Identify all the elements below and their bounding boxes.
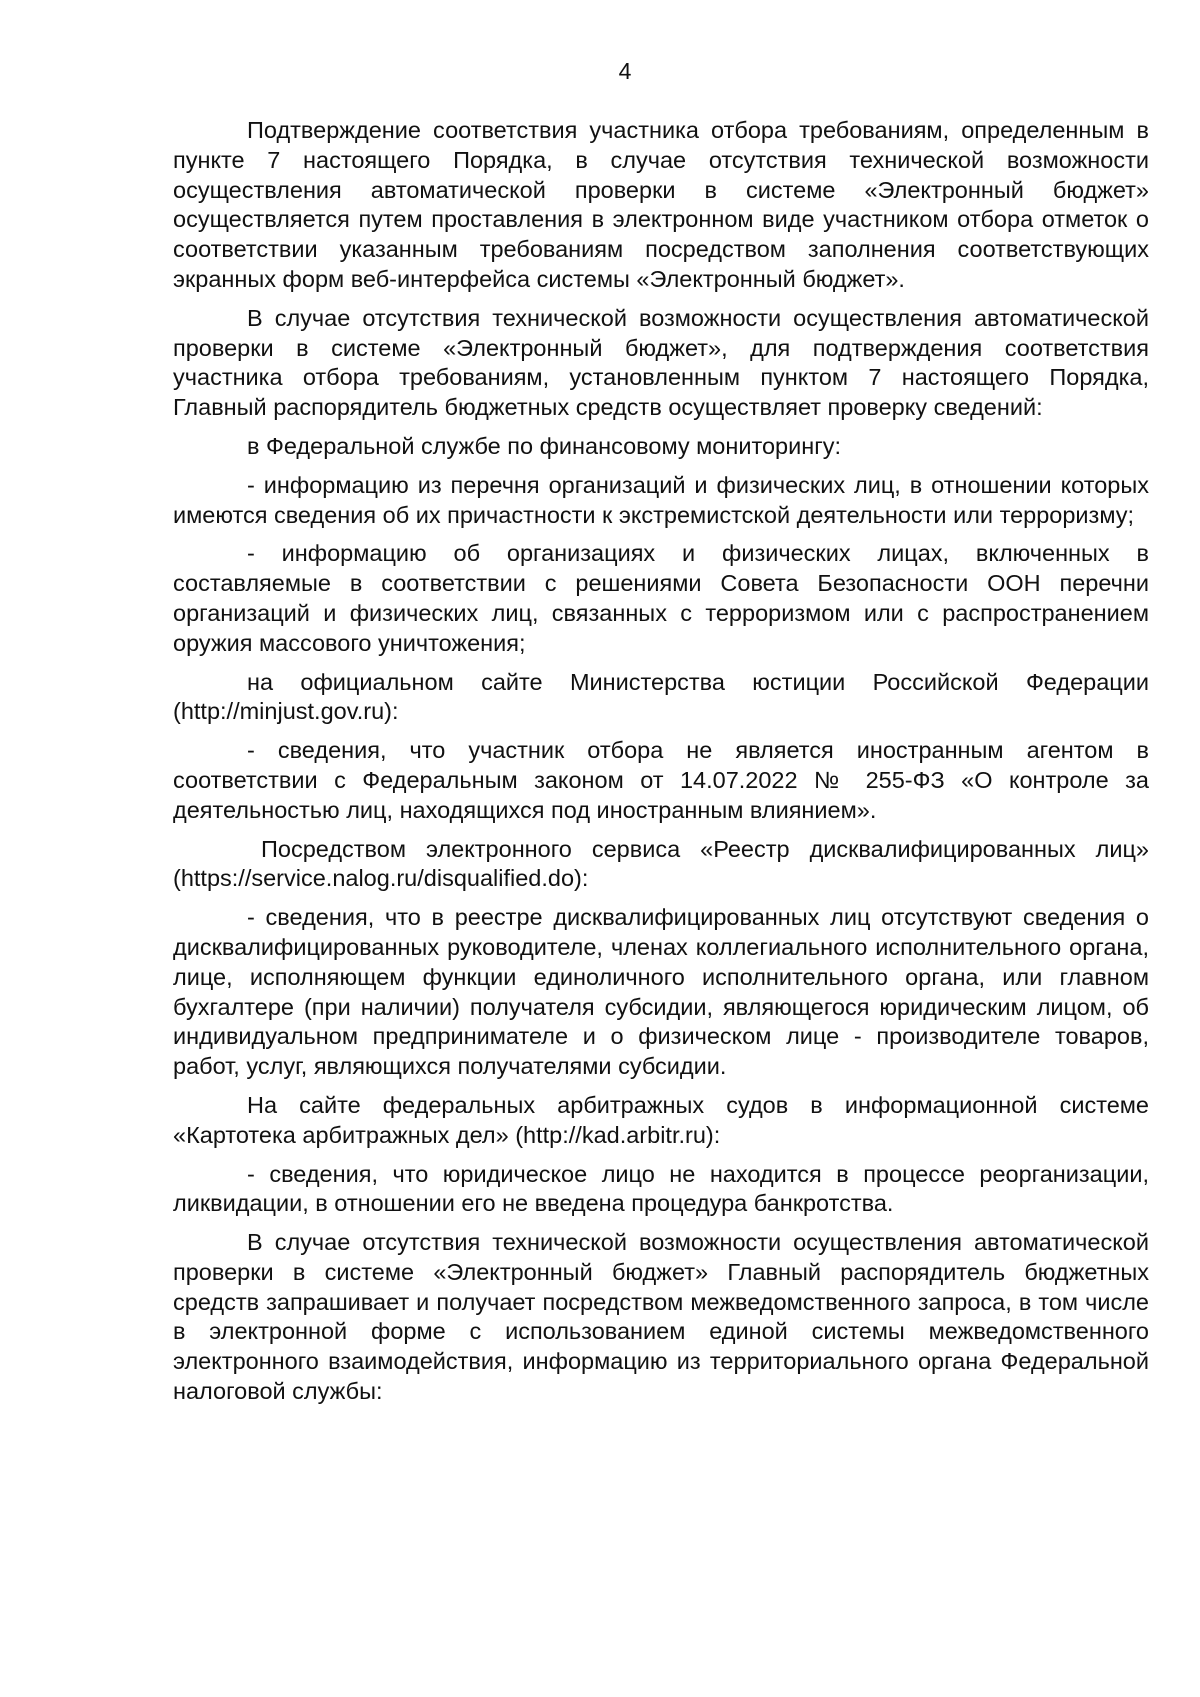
paragraph-disqualified-registry: Посредством электронного сервиса «Реестр дисквалифицированных лиц» (https://service.nalog.ru/disqualified.do): <box>173 835 1149 892</box>
list-item-disqualified-persons: - сведения, что в реестре дисквалифицированных лиц отсутствуют сведения о дисквалифицированных руководителе, членах коллегиального исполнительного органа, лице, исполняющем функции единоличного исполнительного органа, или главном бухгалтере (при наличии) получателя субсидии, являющегося юридическим лицом, об индивидуальном предпринимателе и о физическом лице - производителе товаров, работ, услуг, являющихся получателями субсидии. <box>173 904 1149 1080</box>
document-body <box>173 116 1149 1416</box>
paragraph-verification-intro: В случае отсутствия технической возможности осуществления автоматической проверки в системе «Электронный бюджет», для подтверждения соответствия участника отбора требованиям, установленным пунктом 7 настоящего Порядка, Главный распорядитель бюджетных средств осуществляет проверку сведений: <box>173 304 1149 421</box>
paragraph-minjust: на официальном сайте Министерства юстиции Российской Федерации (http://minjust.gov.ru): <box>173 668 1149 725</box>
paragraph-tax-service-request: В случае отсутствия технической возможности осуществления автоматической проверки в системе «Электронный бюджет» Главный распорядитель бюджетных средств запрашивает и получает посредством межведомственного запроса, в том числе в электронной форме с использованием единой системы межведомственного электронного взаимодействия, информацию из территориального органа Федеральной налоговой службы: <box>173 1229 1149 1405</box>
paragraph-confirmation: Подтверждение соответствия участника отбора требованиям, определенным в пункте 7 настоящего Порядка, в случае отсутствия технической возможности осуществления автоматической проверки в системе «Электронный бюджет» осуществляется путем проставления в электронном виде участником отбора отметок о соответствии указанным требованиям посредством заполнения соответствующих экранных форм веб-интерфейса системы «Электронный бюджет». <box>173 117 1149 292</box>
page-number: 4 <box>618 58 632 84</box>
list-item-bankruptcy: - сведения, что юридическое лицо не находится в процессе реорганизации, ликвидации, в отношении его не введена процедура банкротства. <box>173 1160 1149 1217</box>
list-item-un-security-council: - информацию об организациях и физических лицах, включенных в составляемые в соответствии с решениями Совета Безопасности ООН перечни организаций и физических лиц, связанных с терроризмом или с распространением оружия массового уничтожения; <box>173 540 1149 656</box>
paragraph-rosfinmonitoring: в Федеральной службе по финансовому мониторингу: <box>247 432 842 459</box>
list-item-foreign-agent: - сведения, что участник отбора не является иностранным агентом в соответствии с Федеральным законом от 14.07.2022 № 255-ФЗ «О контроле за деятельностью лиц, находящихся под иностранным влиянием». <box>173 737 1149 823</box>
paragraph-arbitration-courts: На сайте федеральных арбитражных судов в информационной системе «Картотека арбитражных дел» (http://kad.arbitr.ru): <box>173 1091 1149 1148</box>
list-item-extremism: - информацию из перечня организаций и физических лиц, в отношении которых имеются сведения об их причастности к экстремистской деятельности или терроризму; <box>173 471 1149 528</box>
